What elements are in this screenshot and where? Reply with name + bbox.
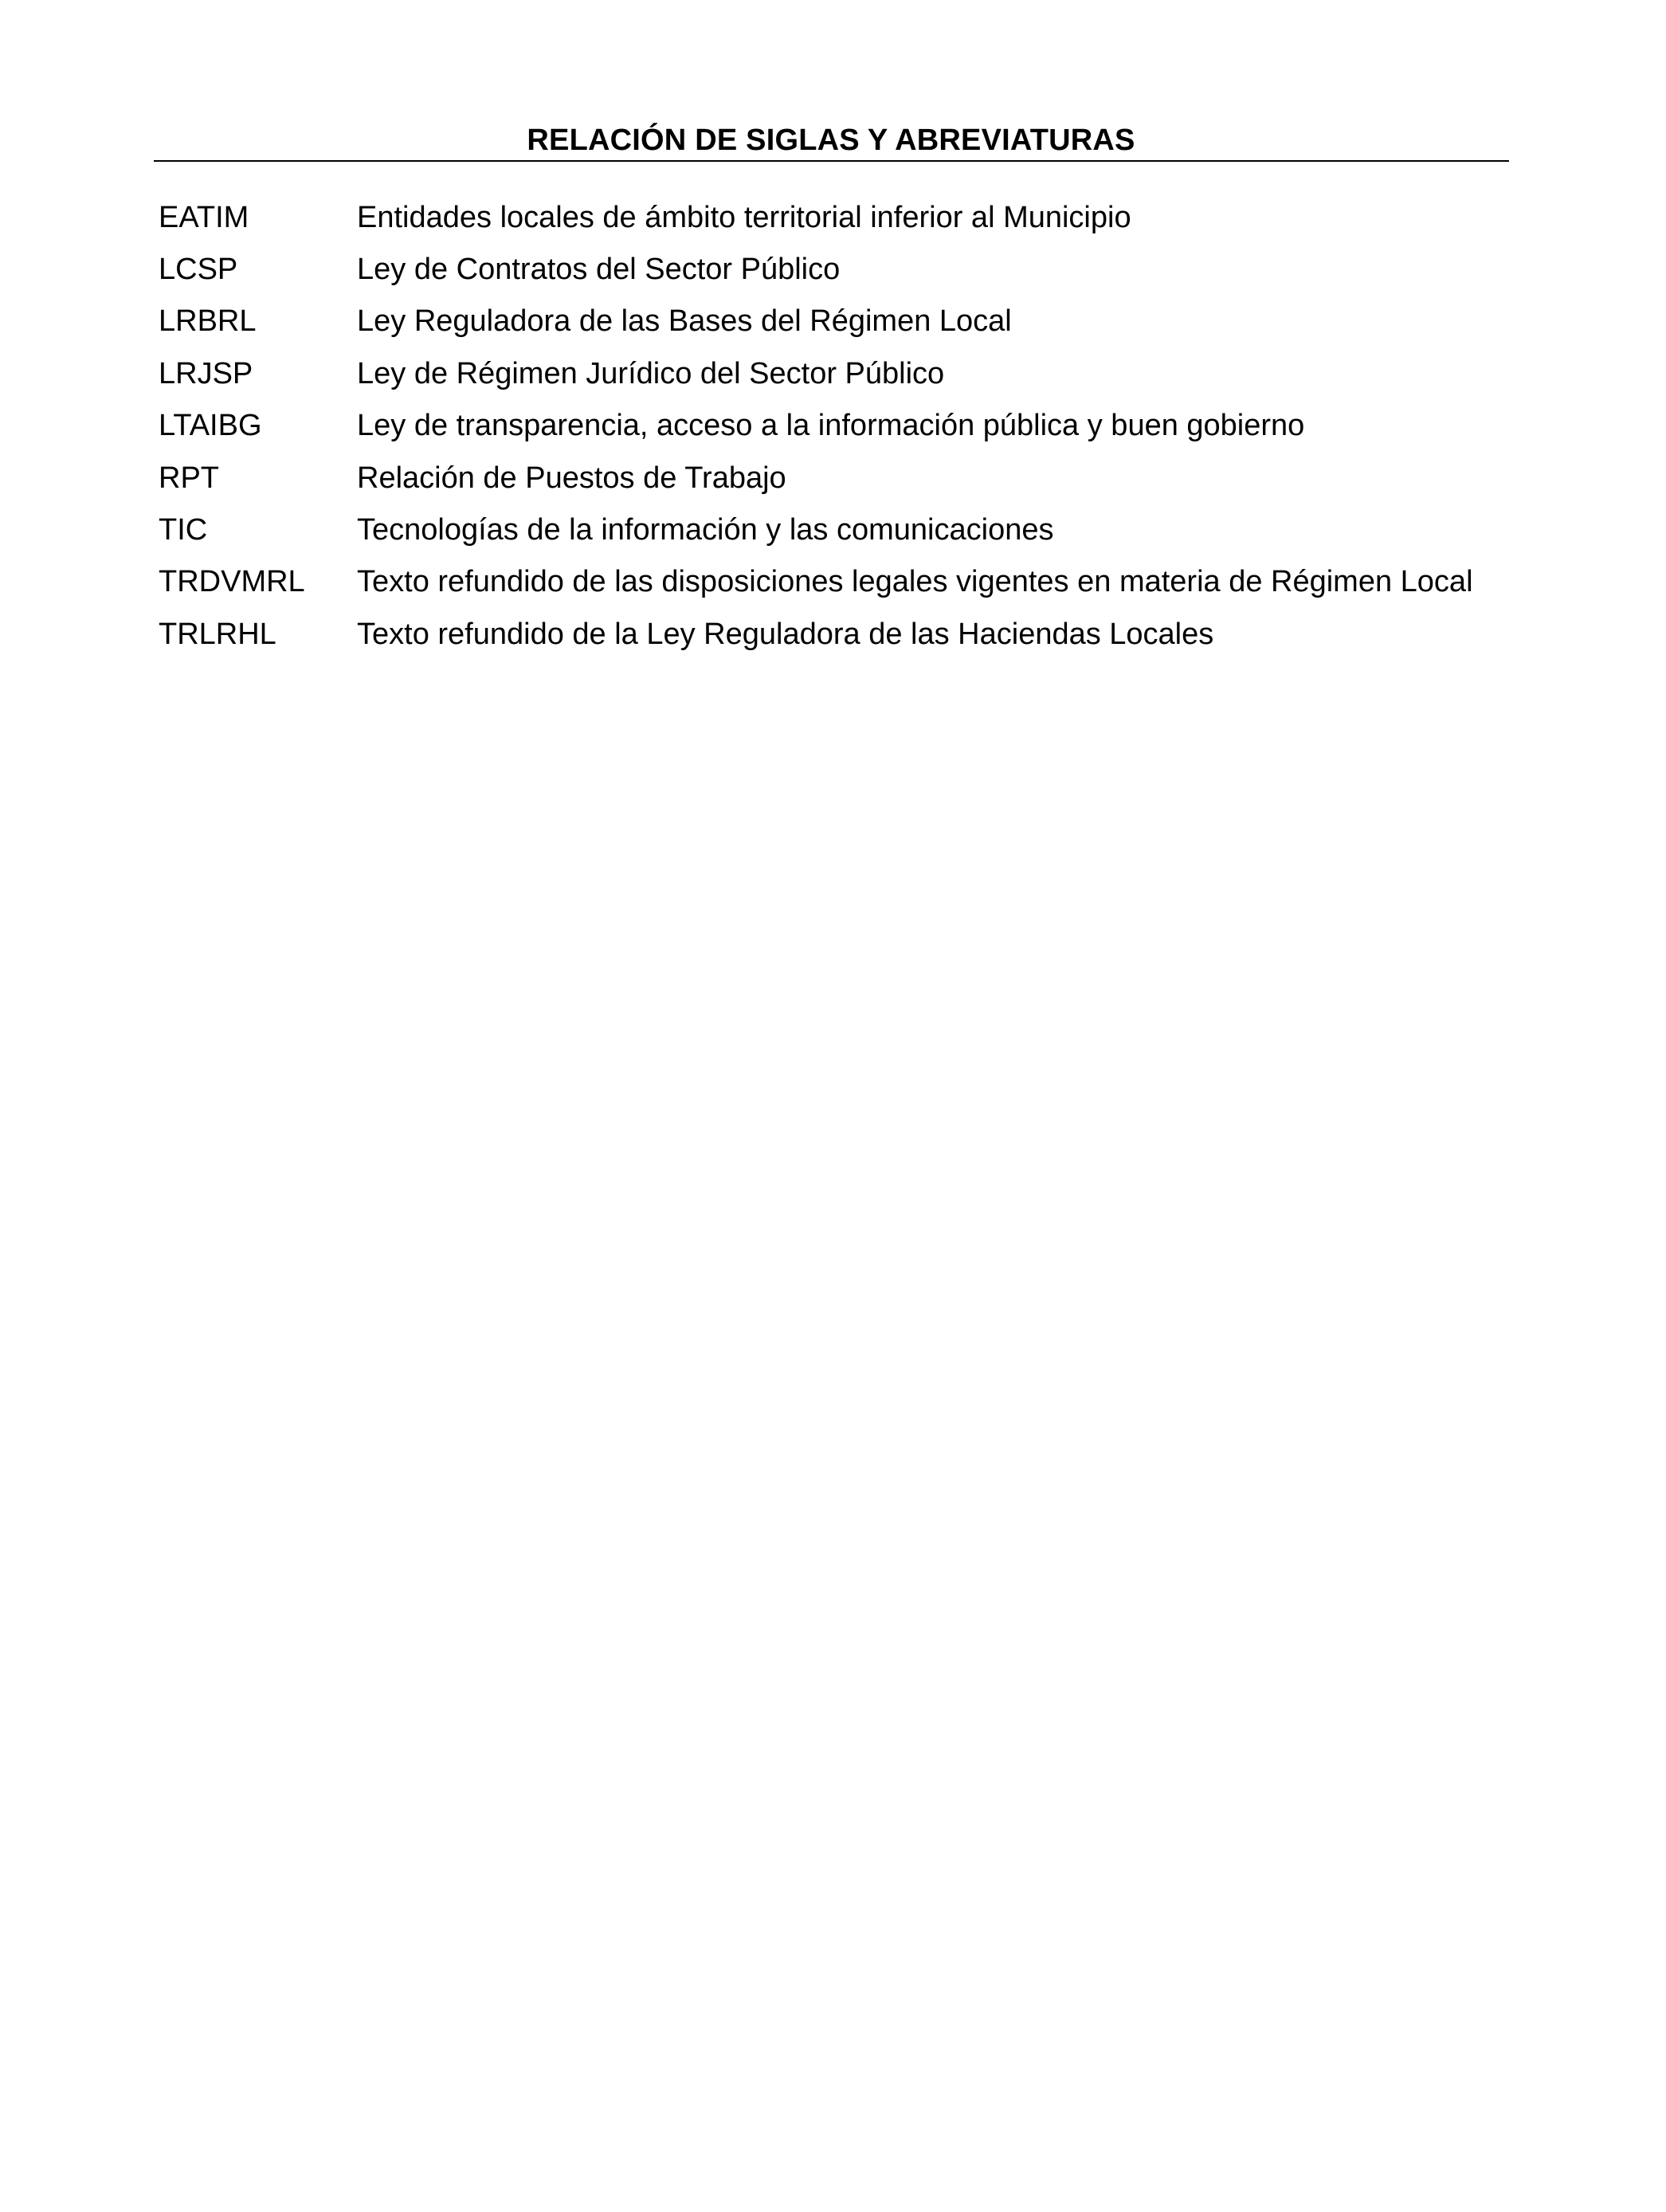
abbreviation-description: Ley de Contratos del Sector Público xyxy=(357,253,841,287)
abbreviation-description: Ley de Régimen Jurídico del Sector Público xyxy=(357,356,945,390)
abbreviation-description: Ley Reguladora de las Bases del Régimen Local xyxy=(357,304,1012,339)
abbreviation-row xyxy=(159,296,1529,347)
abbreviation-description: Relación de Puestos de Trabajo xyxy=(357,461,786,495)
abbreviation-list xyxy=(159,191,1529,661)
abbreviation-code: LCSP xyxy=(159,253,238,287)
abbreviation-code: TRDVMRL xyxy=(159,565,305,599)
abbreviation-row xyxy=(159,452,1529,504)
abbreviation-code: EATIM xyxy=(159,200,249,234)
abbreviation-code: LRJSP xyxy=(159,356,253,390)
abbreviation-code: RPT xyxy=(159,461,219,495)
title-underline xyxy=(154,160,1509,162)
abbreviation-code: LRBRL xyxy=(159,304,257,339)
abbreviation-code: TIC xyxy=(159,513,208,547)
abbreviation-row xyxy=(159,347,1529,399)
abbreviation-description: Texto refundido de la Ley Reguladora de las Haciendas Locales xyxy=(357,617,1214,651)
abbreviation-description: Tecnologías de la información y las comunicaciones xyxy=(357,513,1054,547)
abbreviation-row xyxy=(159,243,1529,295)
abbreviation-row xyxy=(159,191,1529,243)
abbreviation-row xyxy=(159,608,1529,660)
abbreviation-row xyxy=(159,400,1529,452)
abbreviation-row xyxy=(159,504,1529,555)
abbreviation-description: Entidades locales de ámbito territorial inferior al Municipio xyxy=(357,200,1131,234)
abbreviation-code: TRLRHL xyxy=(159,617,276,651)
page-title: RELACIÓN DE SIGLAS Y ABREVIATURAS xyxy=(527,124,1135,157)
abbreviation-description: Ley de transparencia, acceso a la información pública y buen gobierno xyxy=(357,409,1305,443)
abbreviation-code: LTAIBG xyxy=(159,409,262,443)
abbreviation-row xyxy=(159,556,1529,608)
abbreviation-description: Texto refundido de las disposiciones legales vigentes en materia de Régimen Local xyxy=(357,565,1473,599)
